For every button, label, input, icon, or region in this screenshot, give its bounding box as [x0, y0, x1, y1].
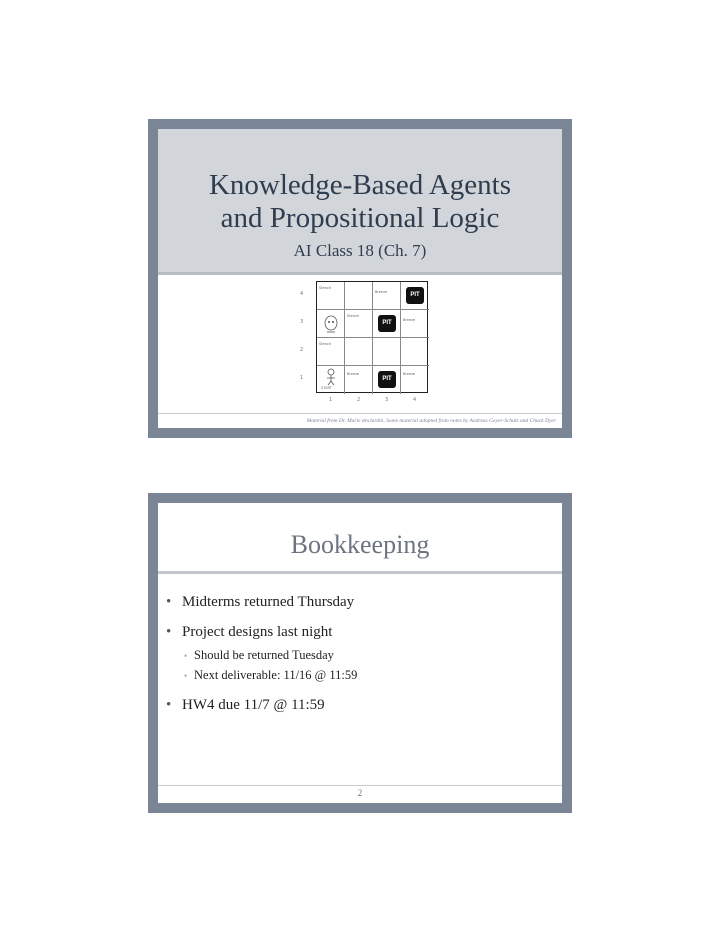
breeze-sketch: Breeze [403, 372, 416, 376]
row-label: 3 [300, 319, 304, 325]
slide-2 [148, 493, 572, 813]
row-label: 1 [300, 375, 304, 381]
bullet-text: Midterms returned Thursday [182, 594, 355, 610]
pit-marker: PIT [378, 371, 396, 388]
footer-divider [158, 413, 562, 414]
sub-bullet-item: • Should be returned Tuesday [184, 648, 334, 662]
wumpus-grid-figure [316, 281, 428, 393]
sub-bullet-text: Should be returned Tuesday [194, 648, 334, 662]
pit-marker: PIT [378, 315, 396, 332]
col-label: 4 [413, 397, 417, 403]
col-label: 3 [385, 397, 389, 403]
slide-2-content [158, 503, 562, 803]
title-line-2: and Propositional Logic [220, 202, 500, 234]
col-label: 2 [357, 397, 361, 403]
agent-icon [323, 368, 339, 386]
row-label: 2 [300, 347, 304, 353]
footer-divider [158, 785, 562, 786]
sub-bullet-text: Next deliverable: 11/16 @ 11:59 [194, 668, 358, 682]
stench-sketch: Stench [319, 286, 332, 290]
bullet-item: • HW4 due 11/7 @ 11:59 [166, 697, 325, 713]
page-number: 2 [357, 788, 363, 798]
wumpus-icon [322, 314, 340, 336]
bullet-text: Project designs last night [182, 624, 333, 640]
title-line-1: Knowledge-Based Agents [208, 169, 512, 201]
stench-sketch: Stench [319, 342, 332, 346]
stench-sketch: Stench [347, 314, 360, 318]
slide-1 [148, 119, 572, 438]
slide-1-footer: Material from Dr. Marie desJardin, Some material adopted from notes by Andreas Geyer-Schulz and Chuck Dyer [306, 418, 556, 424]
pit-marker: PIT [406, 287, 424, 304]
title-divider [158, 571, 562, 574]
bullet-item: • Midterms returned Thursday [166, 594, 355, 610]
row-label: 4 [300, 291, 304, 297]
start-label: START [321, 386, 332, 390]
slide-1-content [158, 129, 562, 428]
title-box [158, 129, 562, 272]
slide-title [158, 169, 562, 235]
slide-title: Bookkeeping [290, 530, 430, 559]
bullet-text: HW4 due 11/7 @ 11:59 [182, 697, 325, 713]
bullet-item: • Project designs last night [166, 624, 333, 640]
sub-bullet-item: • Next deliverable: 11/16 @ 11:59 [184, 668, 358, 682]
slide-subtitle: AI Class 18 (Ch. 7) [293, 241, 427, 260]
col-label: 1 [329, 397, 333, 403]
breeze-sketch: Breeze [375, 290, 388, 294]
breeze-sketch: Breeze [347, 372, 360, 376]
breeze-sketch: Breeze [403, 318, 416, 322]
